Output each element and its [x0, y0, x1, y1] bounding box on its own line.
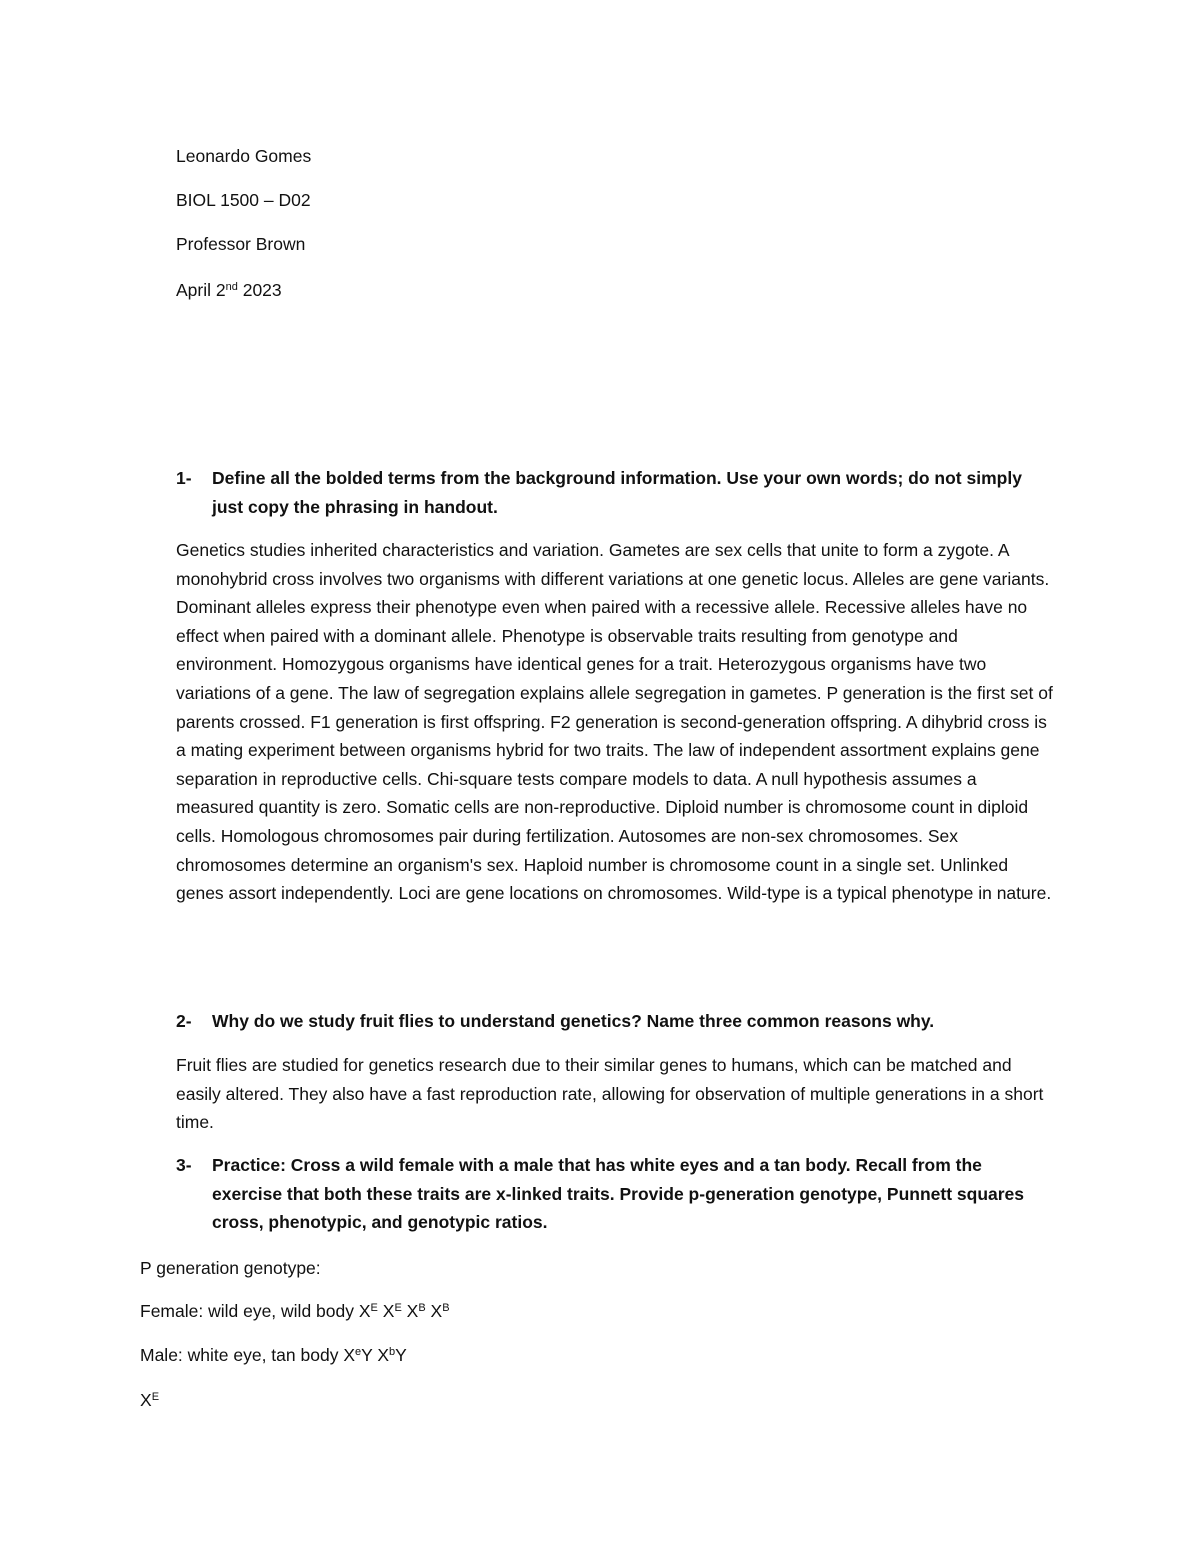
question-2 [176, 1007, 1056, 1036]
answer-1: Genetics studies inherited characteristics and variation. Gametes are sex cells that unite to form a zygote. A monohybrid cross involves two organisms with different variations at one genetic locus. Alleles are gene variants. Dominant alleles express their phenotype even when paired with a recessive allele. Recessive alleles have no effect when paired with a dominant allele. Phenotype is observable traits resulting from genotype and environment. Homozygous organisms have identical genes for a trait. Heterozygous organisms have two variations of a gene. The law of segregation explains allele segregation in gametes. P generation is the first set of parents crossed. F1 generation is first offspring. F2 generation is second-generation offspring. A dihybrid cross is a mating experiment between organisms hybrid for two traits. The law of independent assortment explains gene separation in reproductive cells. Chi-square tests compare models to data. A null hypothesis assumes a measured quantity is zero. Somatic cells are non-reproductive. Diploid number is chromosome count in diploid cells. Homologous chromosomes pair during fertilization. Autosomes are non-sex chromosomes. Sex chromosomes determine an organism's sex. Haploid number is chromosome count in a single set. Unlinked genes assort independently. Loci are gene locations on chromosomes. Wild-type is a typical phenotype in nature. [176, 540, 1053, 904]
genotype-part: X [425, 1301, 443, 1321]
question-number: 2- [176, 1011, 192, 1031]
allele-sup: E [151, 1391, 160, 1403]
allele-line [140, 1389, 159, 1411]
genotype-part: X [377, 1301, 395, 1321]
female-genotype-line [140, 1300, 450, 1322]
allele-sup: e [355, 1346, 362, 1358]
allele-sup: B [418, 1302, 426, 1314]
genotype-part: Y [395, 1345, 407, 1365]
allele-sup: E [370, 1302, 378, 1314]
genotype-part: Y X [361, 1345, 390, 1365]
question-prompt: Define all the bolded terms from the background information. Use your own words; do not simply just copy the phrasing in handout. [212, 468, 1022, 517]
question-3 [176, 1151, 1056, 1237]
allele-sup: E [394, 1302, 402, 1314]
genotype-part: X [358, 1301, 371, 1321]
student-name: Leonardo Gomes [176, 146, 312, 166]
female-label: Female: wild eye, wild body [140, 1301, 359, 1321]
date-ordinal: nd [225, 281, 238, 293]
genotype-part: X [343, 1345, 355, 1365]
male-label: Male: white eye, tan body [140, 1345, 344, 1365]
question-number: 1- [176, 468, 192, 488]
course-code: BIOL 1500 – D02 [176, 190, 311, 210]
answer-2: Fruit flies are studied for genetics research due to their similar genes to humans, which can be matched and easily altered. They also have a fast reproduction rate, allowing for observation of multiple generations in a short time. [176, 1055, 1044, 1133]
question-prompt: Practice: Cross a wild female with a male that has white eyes and a tan body. Recall from the exercise that both these traits are x-linked traits. Provide p-generation genotype, Punnett squares cross, phenotypic, and genotypic ratios. [212, 1155, 1025, 1232]
genotype-part: X [401, 1301, 419, 1321]
question-1 [176, 464, 1056, 521]
question-number: 3- [176, 1155, 192, 1175]
professor-name: Professor Brown [176, 234, 306, 254]
date [176, 279, 282, 301]
question-prompt: Why do we study fruit flies to understand genetics? Name three common reasons why. [212, 1011, 935, 1031]
genotype-part: X [140, 1390, 152, 1410]
allele-sup: b [389, 1346, 396, 1358]
male-genotype-line [140, 1344, 407, 1366]
p-generation-label: P generation genotype: [140, 1258, 321, 1278]
date-prefix: April 2 [176, 280, 226, 300]
allele-sup: B [442, 1302, 450, 1314]
date-year: 2023 [237, 280, 282, 300]
